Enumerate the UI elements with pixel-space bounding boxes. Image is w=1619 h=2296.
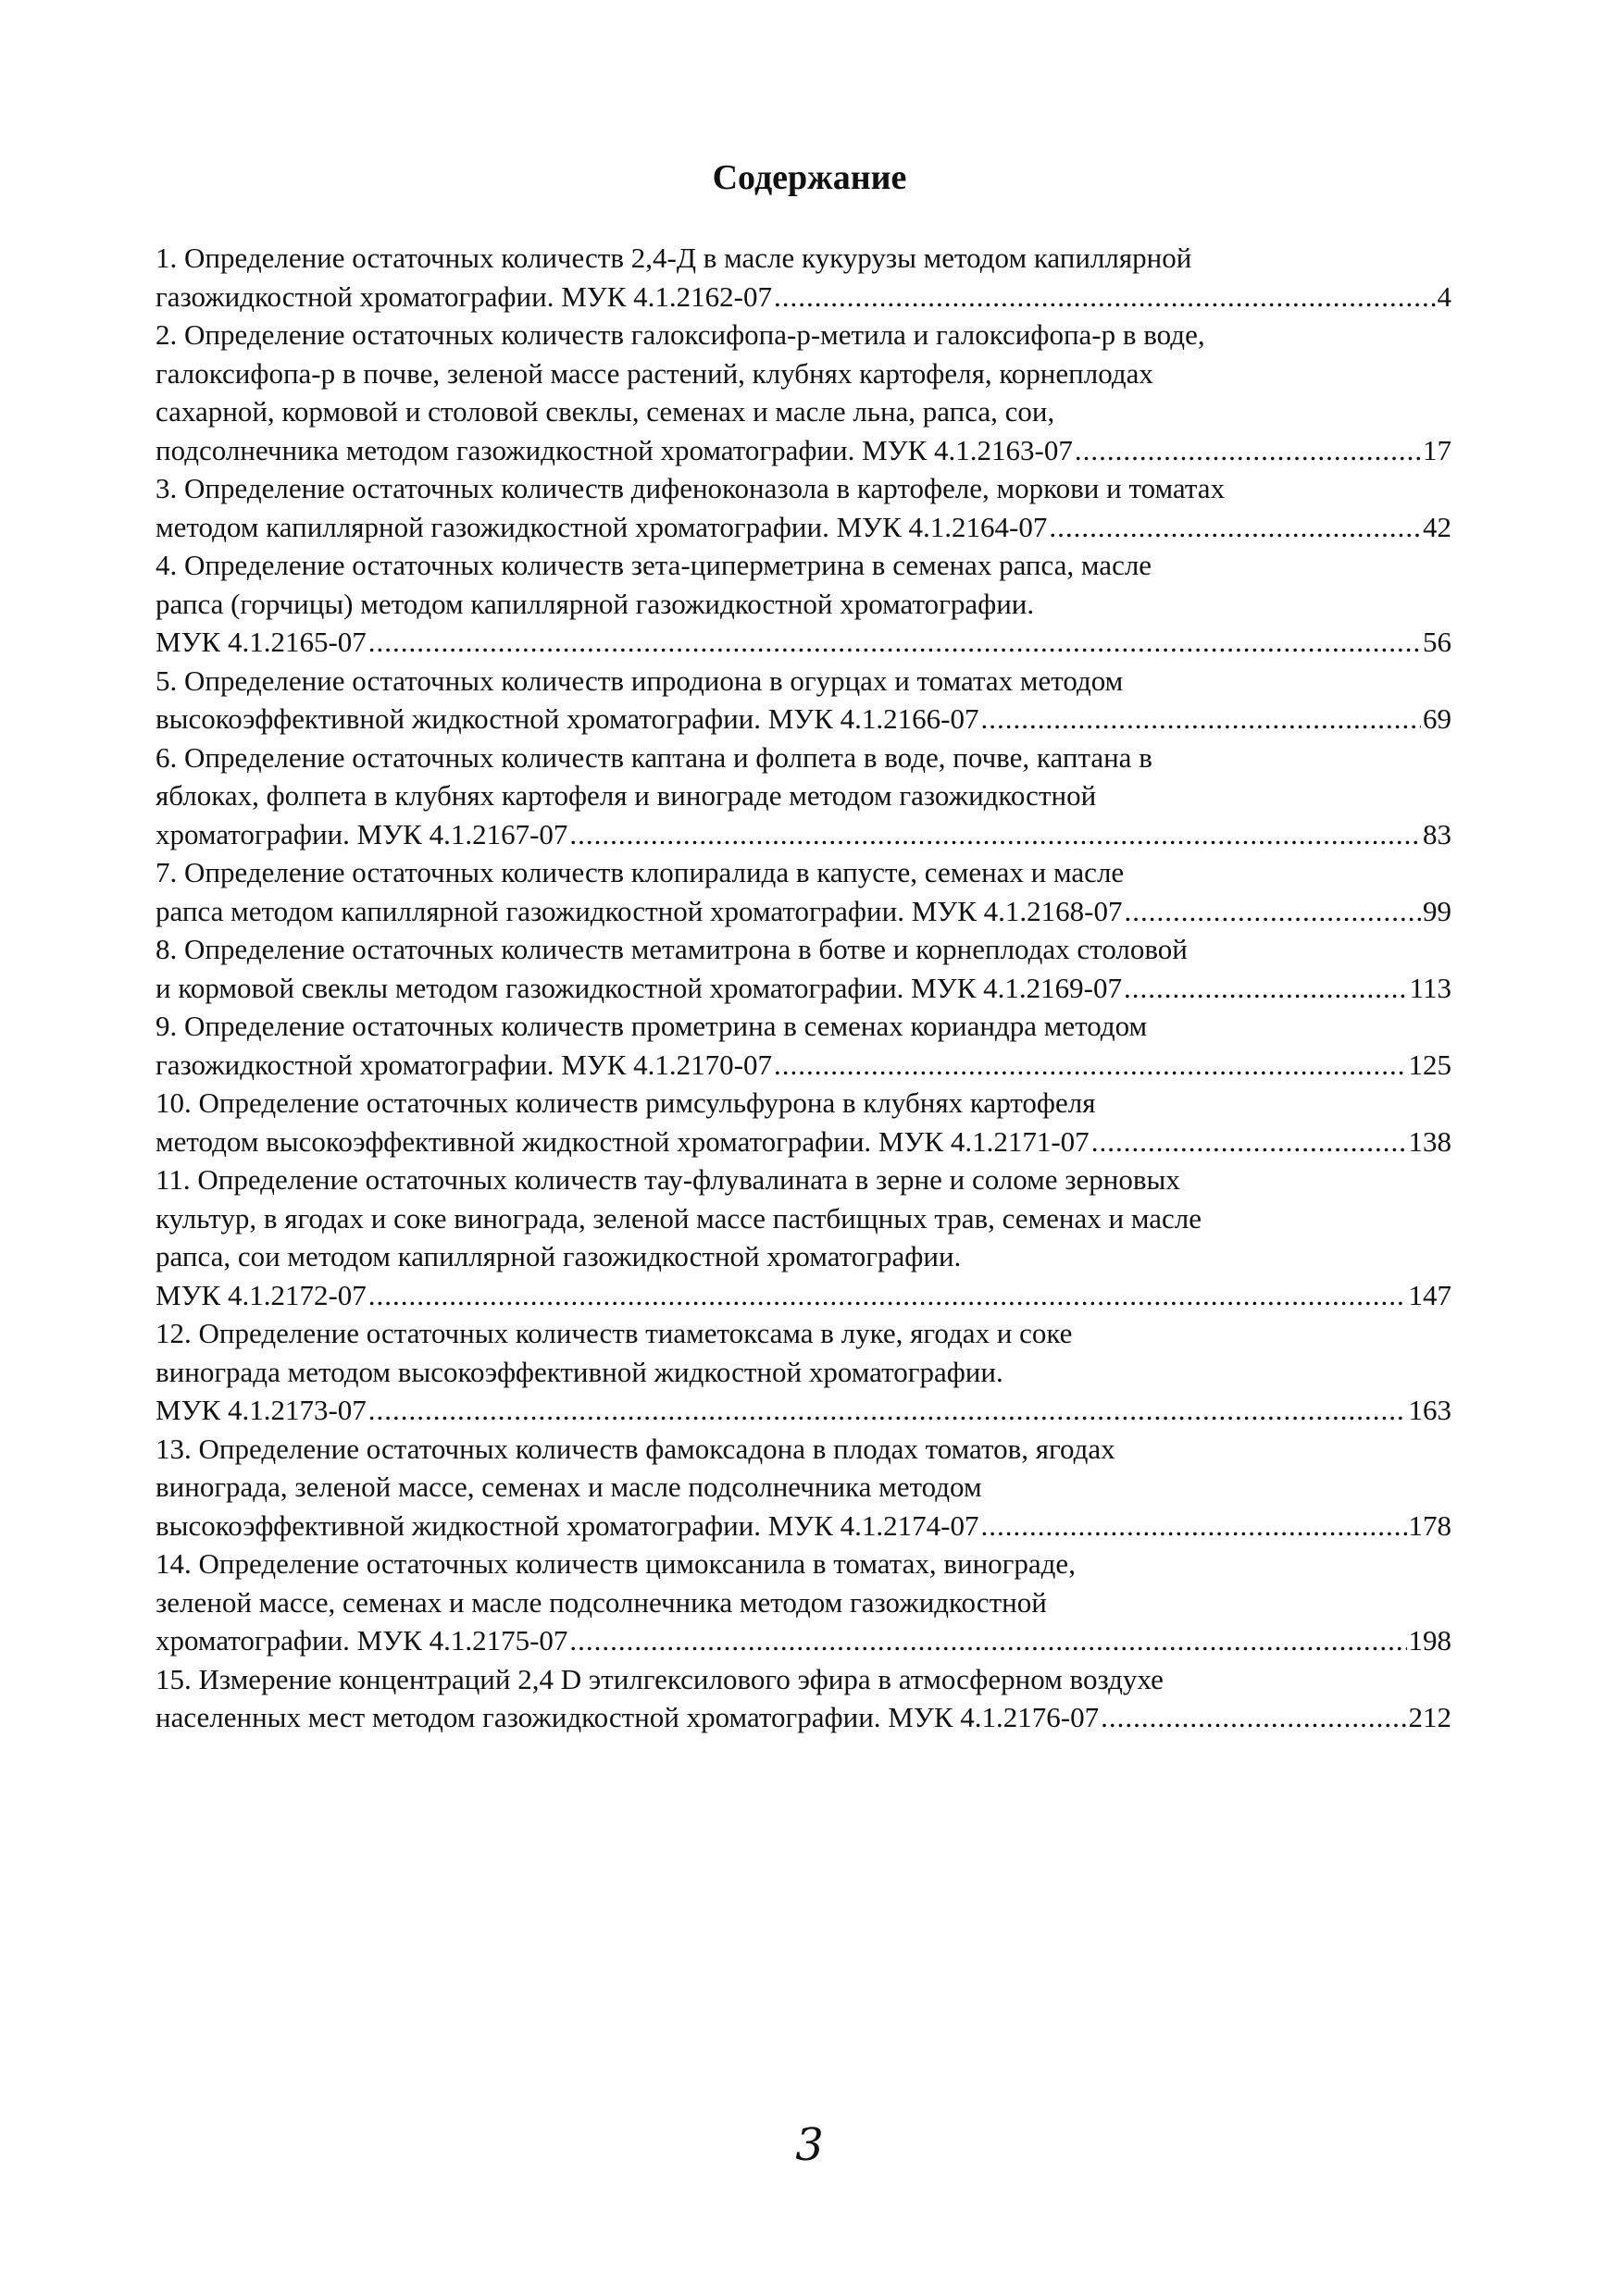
toc-entry-reference: методом капиллярной газожидкостной хроматографии. МУК 4.1.2164-07 <box>156 510 1048 543</box>
toc-entry[interactable] <box>156 239 1451 316</box>
toc-entry-page: 125 <box>1408 1048 1451 1081</box>
dot-leader <box>1091 1123 1407 1161</box>
dot-leader <box>368 1391 1407 1430</box>
toc-entry-last-line <box>156 700 1451 738</box>
toc-entry[interactable] <box>156 738 1451 854</box>
dot-leader <box>569 1621 1406 1660</box>
toc-entry-page: 198 <box>1408 1624 1451 1657</box>
toc-entry-page: 83 <box>1423 817 1451 850</box>
dot-leader <box>368 623 1421 662</box>
toc-entry-line: 2. Определение остаточных количеств галоксифопа-р-метила и галоксифопа-р в воде, <box>156 318 1205 351</box>
toc-entry-page: 163 <box>1408 1394 1451 1426</box>
toc-entry-page: 113 <box>1409 971 1451 1004</box>
toc-entry-last-line <box>156 1698 1451 1737</box>
toc-entry-line: рапса (горчицы) методом капиллярной газожидкостной хроматографии. <box>156 587 1035 620</box>
dot-leader <box>1124 892 1421 931</box>
toc-entry-reference: рапса методом капиллярной газожидкостной хроматографии. МУК 4.1.2168-07 <box>156 894 1123 927</box>
toc-entry[interactable] <box>156 546 1451 662</box>
toc-entry-reference: высокоэффективной жидкостной хроматографии. МУК 4.1.2174-07 <box>156 1508 979 1542</box>
dot-leader <box>981 700 1421 738</box>
toc-entry-page: 99 <box>1423 894 1451 927</box>
toc-entry-reference: высокоэффективной жидкостной хроматографии. МУК 4.1.2166-07 <box>156 702 979 735</box>
dot-leader <box>774 278 1436 316</box>
toc-entry-line: 9. Определение остаточных количеств прометрина в семенах кориандра методом <box>156 1010 1148 1042</box>
toc-entry-line: сахарной, кормовой и столовой свеклы, семенах и масле льна, рапса, сои, <box>156 395 1055 428</box>
dot-leader <box>1049 508 1421 547</box>
toc-entry-last-line <box>156 815 1451 854</box>
toc-entry-page: 56 <box>1423 626 1451 658</box>
toc-entry-last-line <box>156 1507 1451 1545</box>
toc-entry[interactable] <box>156 662 1451 738</box>
toc-entry-line: 10. Определение остаточных количеств римсульфурона в клубнях картофеля <box>156 1086 1096 1119</box>
dot-leader <box>368 1276 1407 1315</box>
dot-leader <box>569 815 1421 854</box>
toc-entry-page: 138 <box>1408 1124 1451 1158</box>
toc-entry-page: 17 <box>1423 433 1451 466</box>
toc-entry-line: 13. Определение остаточных количеств фамоксадона в плодах томатов, ягодах <box>156 1432 1115 1465</box>
toc-entry-last-line <box>156 431 1451 470</box>
toc-entry-line: зеленой массе, семенах и масле подсолнечника методом газожидкостной <box>156 1585 1047 1619</box>
toc-entry-reference: хроматографии. МУК 4.1.2175-07 <box>156 1624 568 1657</box>
toc-entry-line: галоксифопа-р в почве, зеленой массе растений, клубнях картофеля, корнеплодах <box>156 356 1153 390</box>
toc-entry-line: 7. Определение остаточных количеств клопиралида в капусте, семенах и масле <box>156 856 1125 888</box>
toc-entry[interactable] <box>156 1430 1451 1545</box>
toc-entry[interactable] <box>156 469 1451 546</box>
toc-entry-line: 12. Определение остаточных количеств тиаметоксама в луке, ягодах и соке <box>156 1317 1073 1349</box>
toc-entry-line: 5. Определение остаточных количеств ипродиона в огурцах и томатах методом <box>156 664 1124 697</box>
toc-entry[interactable] <box>156 853 1451 930</box>
toc-entry[interactable] <box>156 1314 1451 1430</box>
toc-entry-reference: методом высокоэффективной жидкостной хроматографии. МУК 4.1.2171-07 <box>156 1124 1090 1158</box>
dot-leader <box>1075 431 1421 470</box>
toc-entry-page: 69 <box>1423 702 1451 735</box>
toc-entry-page: 42 <box>1423 510 1451 543</box>
toc-entry-line: рапса, сои методом капиллярной газожидкостной хроматографии. <box>156 1240 962 1272</box>
toc-entry[interactable] <box>156 1545 1451 1660</box>
toc-entry-last-line <box>156 1046 1451 1085</box>
toc-entry-last-line <box>156 508 1451 547</box>
toc-entry-reference: хроматографии. МУК 4.1.2167-07 <box>156 817 568 850</box>
toc-entry-last-line <box>156 278 1451 316</box>
toc-entry-last-line <box>156 969 1451 1008</box>
dot-leader <box>1124 969 1408 1008</box>
page-number: 3 <box>795 2119 824 2171</box>
toc-entry-line: 11. Определение остаточных количеств тау-флувалината в зерне и соломе зерновых <box>156 1163 1180 1196</box>
toc-entry-line: 8. Определение остаточных количеств метамитрона в ботве и корнеплодах столовой <box>156 933 1188 965</box>
dot-leader <box>981 1507 1407 1545</box>
table-of-contents <box>156 239 1451 1737</box>
toc-entry-reference: МУК 4.1.2172-07 <box>156 1278 367 1311</box>
toc-entry-reference: газожидкостной хроматографии. МУК 4.1.2162-07 <box>156 279 772 313</box>
toc-entry-reference: МУК 4.1.2165-07 <box>156 626 367 658</box>
toc-title: Содержание <box>712 158 907 197</box>
toc-entry-line: винограда методом высокоэффективной жидкостной хроматографии. <box>156 1355 1003 1388</box>
toc-entry-page: 4 <box>1437 279 1451 313</box>
toc-entry-reference: и кормовой свеклы методом газожидкостной хроматографии. МУК 4.1.2169-07 <box>156 971 1122 1004</box>
toc-entry-page: 147 <box>1408 1278 1451 1311</box>
toc-entry[interactable] <box>156 1084 1451 1160</box>
toc-entry-last-line <box>156 1123 1451 1161</box>
toc-entry-line: культур, в ягодах и соке винограда, зеленой массе пастбищных трав, семенах и масле <box>156 1201 1202 1235</box>
toc-entry-reference: населенных мест методом газожидкостной хроматографии. МУК 4.1.2176-07 <box>156 1701 1100 1733</box>
toc-entry[interactable] <box>156 1660 1451 1737</box>
toc-entry-line: винограда, зеленой массе, семенах и масле подсолнечника методом <box>156 1471 982 1503</box>
toc-entry-last-line <box>156 623 1451 662</box>
toc-entry-line: 6. Определение остаточных количеств каптана и фолпета в воде, почве, каптана в <box>156 740 1152 774</box>
toc-entry-reference: МУК 4.1.2173-07 <box>156 1394 367 1426</box>
toc-entry-last-line <box>156 892 1451 931</box>
toc-entry-last-line <box>156 1276 1451 1315</box>
dot-leader <box>1101 1698 1406 1737</box>
toc-entry-last-line <box>156 1621 1451 1660</box>
toc-entry-last-line <box>156 1391 1451 1430</box>
toc-entry[interactable] <box>156 1007 1451 1084</box>
toc-entry-line: яблоках, фолпета в клубнях картофеля и винограде методом газожидкостной <box>156 779 1097 812</box>
toc-entry[interactable] <box>156 930 1451 1007</box>
toc-entry-reference: газожидкостной хроматографии. МУК 4.1.2170-07 <box>156 1048 772 1081</box>
toc-entry[interactable] <box>156 316 1451 469</box>
toc-entry-page: 178 <box>1408 1508 1451 1542</box>
toc-entry[interactable] <box>156 1160 1451 1314</box>
toc-entry-line: 3. Определение остаточных количеств дифеноконазола в картофеле, моркови и томатах <box>156 472 1226 504</box>
toc-entry-line: 14. Определение остаточных количеств цимоксанила в томатах, винограде, <box>156 1547 1076 1580</box>
toc-entry-line: 1. Определение остаточных количеств 2,4-Д в масле кукурузы методом капиллярной <box>156 242 1192 274</box>
toc-entry-line: 15. Измерение концентраций 2,4 D этилгексилового эфира в атмосферном воздухе <box>156 1662 1164 1695</box>
toc-entry-page: 212 <box>1408 1701 1451 1733</box>
dot-leader <box>774 1046 1407 1085</box>
toc-entry-reference: подсолнечника методом газожидкостной хроматографии. МУК 4.1.2163-07 <box>156 433 1073 466</box>
toc-entry-line: 4. Определение остаточных количеств зета-циперметрина в семенах рапса, масле <box>156 549 1152 581</box>
